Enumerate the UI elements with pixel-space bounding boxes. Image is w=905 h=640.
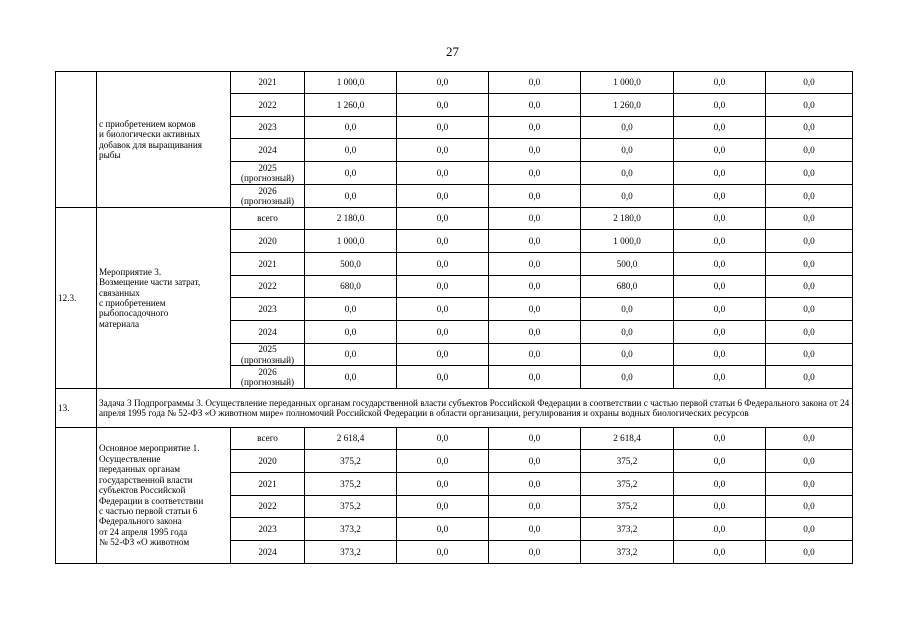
value-cell: 0,0 <box>489 344 581 366</box>
year-label: 2026 <box>258 185 277 196</box>
value-cell: 0,0 <box>766 94 853 117</box>
value-cell: 0,0 <box>397 139 489 162</box>
value-cell: 0,0 <box>305 366 397 389</box>
value-cell: 0,0 <box>674 117 766 139</box>
value-cell: 0,0 <box>397 344 489 366</box>
description-line: Основное мероприятие 1. <box>99 443 200 454</box>
year-label: 2020 <box>258 235 277 246</box>
value-cell: 0,0 <box>489 117 581 139</box>
value-cell: 0,0 <box>674 344 766 366</box>
year-cell <box>231 230 305 253</box>
value-cell: 0,0 <box>489 72 581 94</box>
description-line: Осуществление <box>99 453 161 464</box>
value-cell: 2 180,0 <box>305 208 397 230</box>
value-cell: 0,0 <box>397 230 489 253</box>
value-cell: 0,0 <box>489 428 581 450</box>
value-cell: 0,0 <box>489 139 581 162</box>
year-cell <box>231 117 305 139</box>
description-line: Федерации в соответствии <box>99 495 204 506</box>
value-cell: 0,0 <box>581 185 674 208</box>
value-cell: 0,0 <box>674 230 766 253</box>
budget-table <box>55 71 853 564</box>
year-cell <box>231 72 305 94</box>
year-cell <box>231 344 305 366</box>
description-line: с приобретением кормов <box>99 118 196 129</box>
year-cell <box>231 496 305 518</box>
description-line: с приобретением <box>99 298 166 308</box>
value-cell: 1 260,0 <box>581 94 674 117</box>
value-cell: 0,0 <box>397 208 489 230</box>
year-label: всего <box>257 213 278 224</box>
value-cell: 0,0 <box>397 72 489 94</box>
year-cell <box>231 541 305 564</box>
value-cell: 0,0 <box>489 321 581 344</box>
value-cell: 0,0 <box>674 366 766 389</box>
year-label: 2021 <box>258 258 277 269</box>
table-row <box>56 72 853 94</box>
value-cell: 0,0 <box>489 230 581 253</box>
value-cell: 375,2 <box>305 496 397 518</box>
item-description <box>97 208 231 389</box>
value-cell: 0,0 <box>489 518 581 541</box>
value-cell: 0,0 <box>674 208 766 230</box>
description-line: и биологически активных <box>99 129 201 140</box>
year-cell <box>231 518 305 541</box>
value-cell: 0,0 <box>766 117 853 139</box>
value-cell: 0,0 <box>766 253 853 276</box>
year-label: 2025 <box>258 344 277 355</box>
value-cell: 0,0 <box>674 428 766 450</box>
value-cell: 1 000,0 <box>305 72 397 94</box>
year-label: 2024 <box>258 546 277 557</box>
year-label: 2023 <box>258 122 277 133</box>
year-cell <box>231 185 305 208</box>
value-cell: 1 000,0 <box>305 230 397 253</box>
value-cell: 0,0 <box>674 321 766 344</box>
value-cell: 0,0 <box>766 428 853 450</box>
value-cell: 375,2 <box>305 450 397 473</box>
value-cell: 373,2 <box>305 541 397 564</box>
value-cell: 0,0 <box>674 94 766 117</box>
value-cell: 680,0 <box>581 276 674 298</box>
year-cell <box>231 94 305 117</box>
value-cell: 0,0 <box>489 473 581 496</box>
value-cell: 0,0 <box>674 72 766 94</box>
value-cell: 0,0 <box>674 276 766 298</box>
description-line: Федерального закона <box>99 516 182 527</box>
value-cell: 0,0 <box>397 496 489 518</box>
year-note: (прогнозный) <box>240 173 295 183</box>
year-cell <box>231 473 305 496</box>
description-line: Возмещение части затрат, <box>99 277 201 288</box>
year-label: 2024 <box>258 144 277 155</box>
value-cell: 0,0 <box>489 366 581 389</box>
year-label: 2021 <box>258 77 277 88</box>
task-row <box>56 389 853 428</box>
value-cell: 0,0 <box>581 298 674 321</box>
value-cell: 375,2 <box>581 473 674 496</box>
year-label: 2020 <box>258 455 277 466</box>
page-number: 27 <box>446 44 459 59</box>
year-label: всего <box>257 433 278 444</box>
year-note: (прогнозный) <box>240 196 295 206</box>
value-cell: 0,0 <box>397 321 489 344</box>
year-cell <box>231 276 305 298</box>
value-cell: 0,0 <box>674 162 766 185</box>
value-cell: 0,0 <box>674 139 766 162</box>
year-cell <box>231 366 305 389</box>
value-cell: 2 618,4 <box>581 428 674 450</box>
value-cell: 0,0 <box>397 473 489 496</box>
description-line: государственной власти <box>99 474 193 485</box>
value-cell: 0,0 <box>766 208 853 230</box>
item-number <box>56 428 97 564</box>
value-cell: 680,0 <box>305 276 397 298</box>
year-note: (прогнозный) <box>240 354 295 365</box>
value-cell: 500,0 <box>581 253 674 276</box>
year-label: 2022 <box>258 99 277 110</box>
value-cell: 0,0 <box>766 230 853 253</box>
year-label: 2021 <box>258 478 277 489</box>
value-cell: 0,0 <box>489 253 581 276</box>
year-cell <box>231 208 305 230</box>
value-cell: 0,0 <box>766 518 853 541</box>
value-cell: 0,0 <box>305 185 397 208</box>
value-cell: 375,2 <box>305 473 397 496</box>
value-cell: 0,0 <box>766 541 853 564</box>
value-cell: 1 000,0 <box>581 72 674 94</box>
value-cell: 2 618,4 <box>305 428 397 450</box>
value-cell: 0,0 <box>397 518 489 541</box>
description-line: Мероприятие 3. <box>99 266 162 277</box>
value-cell: 0,0 <box>674 298 766 321</box>
description-line: субъектов Российской <box>99 485 186 496</box>
year-label: 2022 <box>258 501 277 512</box>
value-cell: 0,0 <box>305 117 397 139</box>
value-cell: 0,0 <box>766 276 853 298</box>
year-label: 2025 <box>258 162 277 173</box>
table-row <box>56 208 853 230</box>
item-description <box>97 428 231 564</box>
value-cell: 1 000,0 <box>581 230 674 253</box>
value-cell: 0,0 <box>674 253 766 276</box>
value-cell: 0,0 <box>674 473 766 496</box>
value-cell: 0,0 <box>766 185 853 208</box>
value-cell: 0,0 <box>581 344 674 366</box>
value-cell: 0,0 <box>397 94 489 117</box>
year-cell <box>231 428 305 450</box>
year-note: (прогнозный) <box>240 377 295 387</box>
value-cell: 0,0 <box>581 366 674 389</box>
value-cell: 0,0 <box>766 450 853 473</box>
value-cell: 0,0 <box>489 94 581 117</box>
year-cell <box>231 450 305 473</box>
value-cell: 0,0 <box>674 541 766 564</box>
item-number <box>56 72 97 208</box>
value-cell: 0,0 <box>305 298 397 321</box>
description-line: рыбы <box>99 149 121 160</box>
value-cell: 0,0 <box>305 139 397 162</box>
value-cell: 0,0 <box>397 428 489 450</box>
year-label: 2023 <box>258 523 277 534</box>
description-line: с частью первой статьи 6 <box>99 505 198 516</box>
value-cell: 373,2 <box>305 518 397 541</box>
year-cell <box>231 298 305 321</box>
value-cell: 375,2 <box>581 450 674 473</box>
year-cell <box>231 321 305 344</box>
year-label: 2026 <box>258 366 277 377</box>
value-cell: 0,0 <box>305 321 397 344</box>
table-row <box>56 428 853 450</box>
year-cell <box>231 253 305 276</box>
value-cell: 0,0 <box>397 276 489 298</box>
year-label: 2022 <box>258 281 277 292</box>
value-cell: 0,0 <box>489 496 581 518</box>
value-cell: 0,0 <box>397 450 489 473</box>
year-cell <box>231 162 305 185</box>
year-cell <box>231 139 305 162</box>
value-cell: 0,0 <box>489 298 581 321</box>
task-number: 13. <box>56 389 97 428</box>
value-cell: 0,0 <box>489 208 581 230</box>
description-line: № 52-ФЗ «О животном <box>99 537 190 548</box>
value-cell: 0,0 <box>674 185 766 208</box>
description-line: добавок для выращивания <box>99 139 202 150</box>
value-cell: 0,0 <box>397 185 489 208</box>
value-cell: 373,2 <box>581 541 674 564</box>
value-cell: 0,0 <box>581 139 674 162</box>
year-label: 2024 <box>258 326 277 337</box>
value-cell: 0,0 <box>489 450 581 473</box>
value-cell: 0,0 <box>766 496 853 518</box>
value-cell: 0,0 <box>397 298 489 321</box>
value-cell: 0,0 <box>766 162 853 185</box>
value-cell: 0,0 <box>674 450 766 473</box>
value-cell: 0,0 <box>766 321 853 344</box>
value-cell: 373,2 <box>581 518 674 541</box>
value-cell: 0,0 <box>305 162 397 185</box>
value-cell: 0,0 <box>489 541 581 564</box>
value-cell: 0,0 <box>766 139 853 162</box>
description-line: рыбопосадочного <box>99 308 169 319</box>
value-cell: 2 180,0 <box>581 208 674 230</box>
value-cell: 0,0 <box>766 366 853 389</box>
value-cell: 0,0 <box>674 518 766 541</box>
value-cell: 0,0 <box>581 162 674 185</box>
value-cell: 0,0 <box>397 366 489 389</box>
value-cell: 0,0 <box>305 344 397 366</box>
value-cell: 0,0 <box>397 253 489 276</box>
value-cell: 375,2 <box>581 496 674 518</box>
value-cell: 0,0 <box>674 496 766 518</box>
value-cell: 0,0 <box>397 117 489 139</box>
item-description <box>97 72 231 208</box>
value-cell: 1 260,0 <box>305 94 397 117</box>
value-cell: 0,0 <box>766 298 853 321</box>
value-cell: 0,0 <box>766 72 853 94</box>
year-label: 2023 <box>258 303 277 314</box>
value-cell: 0,0 <box>766 344 853 366</box>
item-number: 12.3. <box>56 208 97 389</box>
value-cell: 0,0 <box>581 321 674 344</box>
value-cell: 0,0 <box>489 185 581 208</box>
description-line: от 24 апреля 1995 года <box>99 526 188 537</box>
value-cell: 0,0 <box>489 276 581 298</box>
value-cell: 0,0 <box>581 117 674 139</box>
value-cell: 0,0 <box>489 162 581 185</box>
value-cell: 500,0 <box>305 253 397 276</box>
description-line: переданных органам <box>99 464 181 475</box>
value-cell: 0,0 <box>397 541 489 564</box>
value-cell: 0,0 <box>766 473 853 496</box>
value-cell: 0,0 <box>397 162 489 185</box>
description-line: связанных <box>99 287 140 298</box>
task-text: Задача 3 Подпрограммы 3. Осуществление переданных органам государственной власти субъектов Российской Федерации в соответствии с частью первой статьи 6 Федерального закона от 24 апреля 1995 года № 52-ФЗ «О животном мире» полномочий Российской Федерации в области организации, регулирования и охраны водных биологических ресурсов <box>97 389 853 428</box>
description-line: материала <box>99 318 140 329</box>
